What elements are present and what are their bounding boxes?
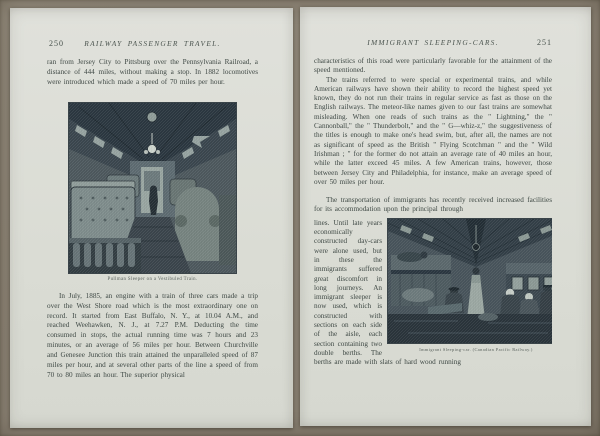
paragraph: In July, 1885, an engine with a train of three cars made a trip over the West Shore road which is the most extraordinary one on record. It started from East Buffalo, N. Y., at 10.04 A.M., and reached Weehawken, N. J., at 7.27 P.M. Deducting the time consumed in stops, the actual running time was 7 hours and 23 minutes, or an average of 56 miles per hour. Between Churchville and Genesee Junction this train attained the unparalleled speed of 87 miles per hour, and at several other parts of the line a speed of from 70 to 80 miles an hour. The superior physical: [47, 291, 258, 379]
book-page-right: [300, 7, 591, 426]
page-header-left: [47, 39, 258, 50]
running-title: RAILWAY PASSENGER TRAVEL.: [84, 39, 221, 48]
paragraph: ran from Jersey City to Pittsburg over the Pennsylvania Railroad, a distance of 444 miles, without making a stop. In 1882 locomotives were introduced which made a speed of 70 miles per hour.: [47, 58, 258, 86]
figure-caption: Immigrant Sleeping-car. (Canadian Pacific Railway.): [419, 346, 533, 352]
text-wrap-block: [314, 217, 552, 368]
page-header-right: [314, 38, 552, 49]
figure-pullman-sleeper: [69, 103, 236, 283]
figure-caption: Pullman Sleeper on a Vestibuled Train.: [107, 276, 198, 282]
paragraph: The trains referred to were special or experimental trains, and while American railways have shown their ability to record the highest speed yet known, they do not run their trains in regular service as fast as those on the English railways. The meteor-like names given to our fast trains are somewhat misleading. When one reads of such trains as the " Lightning," the " Cannonball," the " Thunderbolt," and the " G—whiz-z," the suggestiveness of the titles is enough to make one's head swim, but, after all, the names are not as significant of speed as the British " Flying Scotchman " and the " Wild Irishman ; " for the former do not attain an average rate of 40 miles an hour, while the latter exceed 45 miles. A few American trains, however, those between Jersey City and Philadelphia, for instance, make an average speed of over 50 miles per hour.: [314, 75, 552, 186]
figure-immigrant-sleeper: [388, 219, 552, 353]
immigrant-sleeping-car-engraving: [388, 219, 552, 343]
page-number: 251: [537, 38, 552, 47]
paragraph: characteristics of this road were particularly favorable for the attainment of the speed mentioned.: [314, 57, 552, 75]
page-number: 250: [49, 39, 64, 48]
running-title: IMMIGRANT SLEEPING-CARS.: [367, 38, 499, 47]
book-page-left: [10, 8, 293, 428]
paragraph: The transportation of immigrants has recently received increased facilities for its accommodation upon the principal through: [314, 196, 552, 214]
paragraph: lines. Until late years economically constructed day-cars were alone used, but in these the immigrants suffered great discomfort in long journeys. An immigrant sleeper is now used, which is constructed with sections on each side of the aisle, each section containing two double berths. The berths are made with slats of hard wood running: [314, 218, 461, 367]
pullman-sleeper-engraving: [69, 103, 236, 273]
